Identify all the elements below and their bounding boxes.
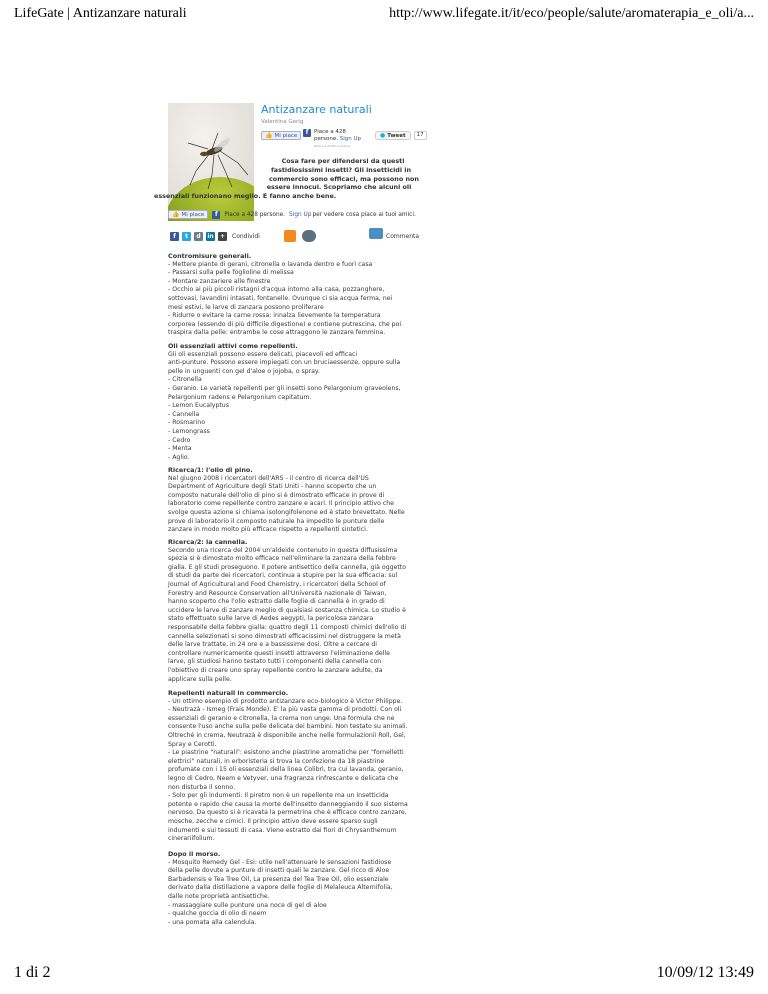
text-line: - qualche goccia di olio di neem xyxy=(168,910,267,918)
section-dopo-il-morso xyxy=(168,850,464,927)
fb-count-text: Piace a 428 xyxy=(314,129,346,135)
text-line: derivato dalla distillazione a vapore delle foglie di Melaleuca Alternifolia, xyxy=(168,884,393,892)
article-author[interactable]: Valentina Gerig xyxy=(261,119,304,125)
text-line: - massaggiare sulle punture una noce di gel di aloe xyxy=(168,901,327,909)
lead-line: Cosa fare per difendersi da questi xyxy=(281,157,405,165)
section-ricerca-1 xyxy=(168,466,464,535)
text-line: Forestry and Resource Conservation all'Università nazionale di Taiwan, xyxy=(168,589,387,597)
print-header-url[interactable]: http://www.lifegate.it/it/eco/people/salute/aromaterapia_e_oli/a... xyxy=(389,6,754,21)
text-line: - Cannella xyxy=(168,410,200,418)
twitter-bird-icon: ● xyxy=(380,132,386,139)
text-line: gialla. E gli studi proseguono. Il potere antisettico della cannella, già oggetto xyxy=(168,563,406,571)
text-line: - Menta xyxy=(168,445,192,453)
section-heading: Contromisure generali. xyxy=(168,252,252,260)
text-line: uccidere le larve di zanzare meglio di qualsiasi sostanza chimica. Lo studio è xyxy=(168,606,406,614)
text-line: - Passarsi sulla pelle foglioline di melissa xyxy=(168,269,294,277)
fb-count-text-2: persone. xyxy=(314,136,338,142)
text-line: - una pomata alla calendula. xyxy=(168,918,257,926)
text-line: - Mosquito Remedy Gel - Esi: utile nell'attenuare le sensazioni fastidiose xyxy=(168,858,392,866)
fb-like-label: Mi piace xyxy=(274,132,298,139)
text-line: mesi estivi, le larve di zanzara possono proliferare xyxy=(168,303,324,311)
text-line: anti-punture. Possono essere impiegati con un bruciaessenze, oppure sulla xyxy=(168,359,401,367)
facebook-icon: f xyxy=(303,129,311,137)
text-line: stato effettuato sulle larve di Aedes aegypti, la pericolosa zanzara xyxy=(168,615,374,623)
text-line: - Neutrazà - Ismeg (Frais Monde). E' la più vasta gamma di prodotti. Con oli xyxy=(168,706,402,714)
fb-like-row xyxy=(168,210,416,219)
text-line: Pelargonium radens e Pelargonium capitatum. xyxy=(168,393,312,401)
text-line: - Le piastrine "naturali": esistono anche piastrine aromatiche per "fornelletti xyxy=(168,749,404,757)
text-line: responsabile della febbre gialla: quattro degli 11 composti chimici dell'olio di xyxy=(168,623,407,631)
share-plus-icon[interactable]: + xyxy=(219,233,226,240)
email-icon[interactable] xyxy=(302,230,316,242)
tweet-widget xyxy=(375,131,427,140)
text-line: prove di laboratorio il composto naturale ha impedito le punture delle xyxy=(168,517,385,525)
text-line: controllare numericamente questi insetti attraverso l'eliminazione delle xyxy=(168,649,390,657)
text-line: - Rosmarino xyxy=(168,419,206,427)
text-line: nervoso. Da questo si è ricavata la permetrina che è efficace contro zanzare, xyxy=(168,809,407,817)
tweet-button[interactable] xyxy=(375,131,411,140)
text-line: - Solo per gli indumenti: Il piretro non è un repellente ma un insetticida xyxy=(168,792,389,800)
text-line: laboratorio come repellente contro zanzare e acari. Il principio attivo che xyxy=(168,500,394,508)
print-footer-page: 1 di 2 xyxy=(14,964,51,981)
text-line: applicare sulla pelle. xyxy=(168,675,232,683)
text-line: elettrici" naturali, in erboristeria si trova la confezione da 18 piastrine xyxy=(168,757,385,765)
text-line: Secondo una ricerca del 2004 un'aldeide contenuto in questa diffusissima xyxy=(168,546,398,554)
fb-signup-link[interactable]: Sign Up xyxy=(339,136,362,142)
article-lead xyxy=(154,157,468,201)
text-line: Journal of Agricultural and Food Chemistry, i ricercatori della School of xyxy=(168,580,386,588)
text-line: - Un ottimo esempio di prodotto antizanzare eco-biologico è Victor Philippe. xyxy=(168,697,403,705)
linkedin-share-icon[interactable]: in xyxy=(207,233,214,240)
print-header-title: LifeGate | Antizanzare naturali xyxy=(14,6,187,21)
facebook-share-icon[interactable]: f xyxy=(170,232,179,241)
text-line: di studi da parte dei ricercatori, continua a stupire per la sua efficacia: sul xyxy=(168,572,398,580)
text-line: della pelle dovute a punture di insetti quali le zanzare. Gel ricco di Aloe xyxy=(168,867,390,875)
text-line: Department of Agriculture degli Stati Uniti - hanno scoperto che un xyxy=(168,483,377,491)
fb-like-button-2[interactable] xyxy=(168,210,208,219)
text-line: cinerariifolium. xyxy=(168,835,215,843)
text-line: svolge questa azione si chiama isolongifolenone ed è stato brevettato. Nelle xyxy=(168,508,405,516)
text-line: - Citronella xyxy=(168,376,202,384)
text-line: essenziali di geranio e citronella, la crema non unge. Una formula che ne xyxy=(168,714,395,722)
section-oli-essenziali xyxy=(168,342,464,462)
share-toolbar xyxy=(168,230,468,244)
section-heading: Ricerca/2: la cannella. xyxy=(168,538,248,546)
section-contromisure xyxy=(168,252,464,338)
section-heading: Dopo il morso. xyxy=(168,850,221,858)
text-line: Spray e Cerotti. xyxy=(168,740,217,748)
text-line: cannella selezionati si sono dimostrati efficacissimi nel distruggere la metà xyxy=(168,632,401,640)
share-label[interactable]: Condividi xyxy=(232,233,260,240)
text-line: - Aglio. xyxy=(168,453,190,461)
text-line: traspira dalla pelle: entrambe le cose attraggono le zanzare femmina. xyxy=(168,329,386,337)
lead-line: commercio sono efficaci, ma possono non xyxy=(269,174,419,183)
text-line: Gli oli essenziali possono essere delicati, piacevoli ed efficaci xyxy=(168,350,358,358)
thumbs-up-icon: 👍 xyxy=(172,211,180,218)
text-line: - Mettere piante di gerani, citronella o lavanda dentro e fuori casa xyxy=(168,260,373,268)
text-line: - Geranio. Le varietà repellenti per gli insetti sono Pelargonium graveolens, xyxy=(168,384,401,392)
comment-label[interactable]: Commenta xyxy=(386,233,420,240)
lead-line: essenziali funzionano meglio. E fanno anche bene. xyxy=(154,192,337,201)
twitter-share-icon[interactable]: t xyxy=(182,232,191,241)
text-line: potente e rapido che causa la morte dell'insetto danneggiando il suo sistema xyxy=(168,800,408,808)
rss-icon[interactable] xyxy=(284,230,296,242)
text-line: - Ridurre o evitare la carne rossa: innalza lievemente la temperatura xyxy=(168,312,381,320)
facebook-icon: f xyxy=(212,211,220,219)
text-line: - Lemongrass xyxy=(168,427,210,435)
fb-like-button[interactable] xyxy=(261,131,301,140)
text-line: mosche, zecche e cimici. Il principio attivo deve essere sparso sugli xyxy=(168,817,378,825)
fb-row2-signup[interactable]: Sign Up xyxy=(289,211,312,218)
text-line: Nel giugno 2008 i ricercatori dell'ARS - il centro di ricerca dell'US xyxy=(168,474,369,482)
text-line: - Lemon Eucalyptus xyxy=(168,402,229,410)
fb-like-label: Mi piace xyxy=(181,211,205,218)
text-line: l'obiettivo di creare uno spray repellente contro le zanzare adulte, da xyxy=(168,666,383,674)
text-line: corporea (essendo di più difficile digestione) e contiene putrescina, che poi xyxy=(168,320,402,328)
text-line: consente l'uso anche sulla pelle delicata dei bambini. Non testato su animali. xyxy=(168,723,408,731)
section-heading: Ricerca/1: l'olio di pino. xyxy=(168,466,253,474)
text-line: spezia si è dimostato molto efficace nell'eliminare la zanzara della febbre xyxy=(168,555,396,563)
text-line: delle larve trattate, in 24 ore e a bassissime dosi. Oltre a cercare di xyxy=(168,641,377,649)
text-line: larve, gli studiosi hanno testato tutti i componenti della cannella con xyxy=(168,658,382,666)
text-line: - Occhio ai più piccoli ristagni d'acqua intorno alla casa, pozzanghere, xyxy=(168,286,385,294)
text-line: non disturba il sonno. xyxy=(168,783,235,791)
text-line: composto naturale dell'olio di pino si è dimostrato efficace in prove di xyxy=(168,491,385,499)
fb-small-note: Note sul diritto d'autore xyxy=(314,144,350,148)
text-line: dalle note proprietà antisettiche. xyxy=(168,892,270,900)
fb-row2-text: Piace a 428 persone. xyxy=(224,211,286,218)
text-line: Oltreché in crema, Neutrazà è disponibile anche nelle formulazionii Roll, Gel, xyxy=(168,731,406,739)
text-line: indumenti e sui tessuti di casa. Viene estratto dai fiori di Chrysanthemum xyxy=(168,826,397,834)
section-heading: Oli essenziali attivi come repellenti. xyxy=(168,342,298,350)
lead-line: fastidiosissimi insetti? Gli insetticidi in xyxy=(270,165,411,174)
article-title: Antizanzare naturali xyxy=(261,103,372,116)
section-repellenti-commercio xyxy=(168,689,464,844)
tweet-label: Tweet xyxy=(387,132,406,139)
text-line: - Montare zanzariere alle finestre xyxy=(168,277,271,285)
text-line: pelle in unguenti con gel d'aloe o jojoba, o spray. xyxy=(168,367,320,375)
section-ricerca-2 xyxy=(168,538,464,684)
text-line: hanno scoperto che l'olio estratto dalle foglie di cannella è in grado di xyxy=(168,598,385,606)
text-line: zanzare in modo molto più efficace rispetto a repellenti sintetici. xyxy=(168,526,368,534)
lead-line: essere innocui. Scopriamo che alcuni oli xyxy=(266,183,412,192)
section-heading: Repellenti naturali in commercio. xyxy=(168,689,289,697)
text-line: profumate con i 15 oli essenziali della linea Colibrì, tra cui lavanda, geranio, xyxy=(168,766,404,774)
tweet-count: 17 xyxy=(414,131,427,140)
text-line: legno di Cedro, Neem e Vetyver, una fragranza rinfrescante e delicata che xyxy=(168,774,399,782)
text-line: sottovasi, lavandini intasati, fontanelle. Ovunque ci sia acqua ferma, nei xyxy=(168,294,393,302)
text-line: Barbadensis e Tea Tree Oil, La presenza del Tea Tree Oil, olio essenziale xyxy=(168,875,389,883)
comment-icon[interactable] xyxy=(369,228,383,239)
print-footer-date: 10/09/12 13:49 xyxy=(656,964,754,981)
delicious-share-icon[interactable]: d xyxy=(194,232,203,241)
fb-row2-rest: per vedere cosa piace ai tuoi amici. xyxy=(312,211,416,218)
thumbs-up-icon: 👍 xyxy=(265,132,273,139)
text-line: - Cedro xyxy=(168,436,191,444)
